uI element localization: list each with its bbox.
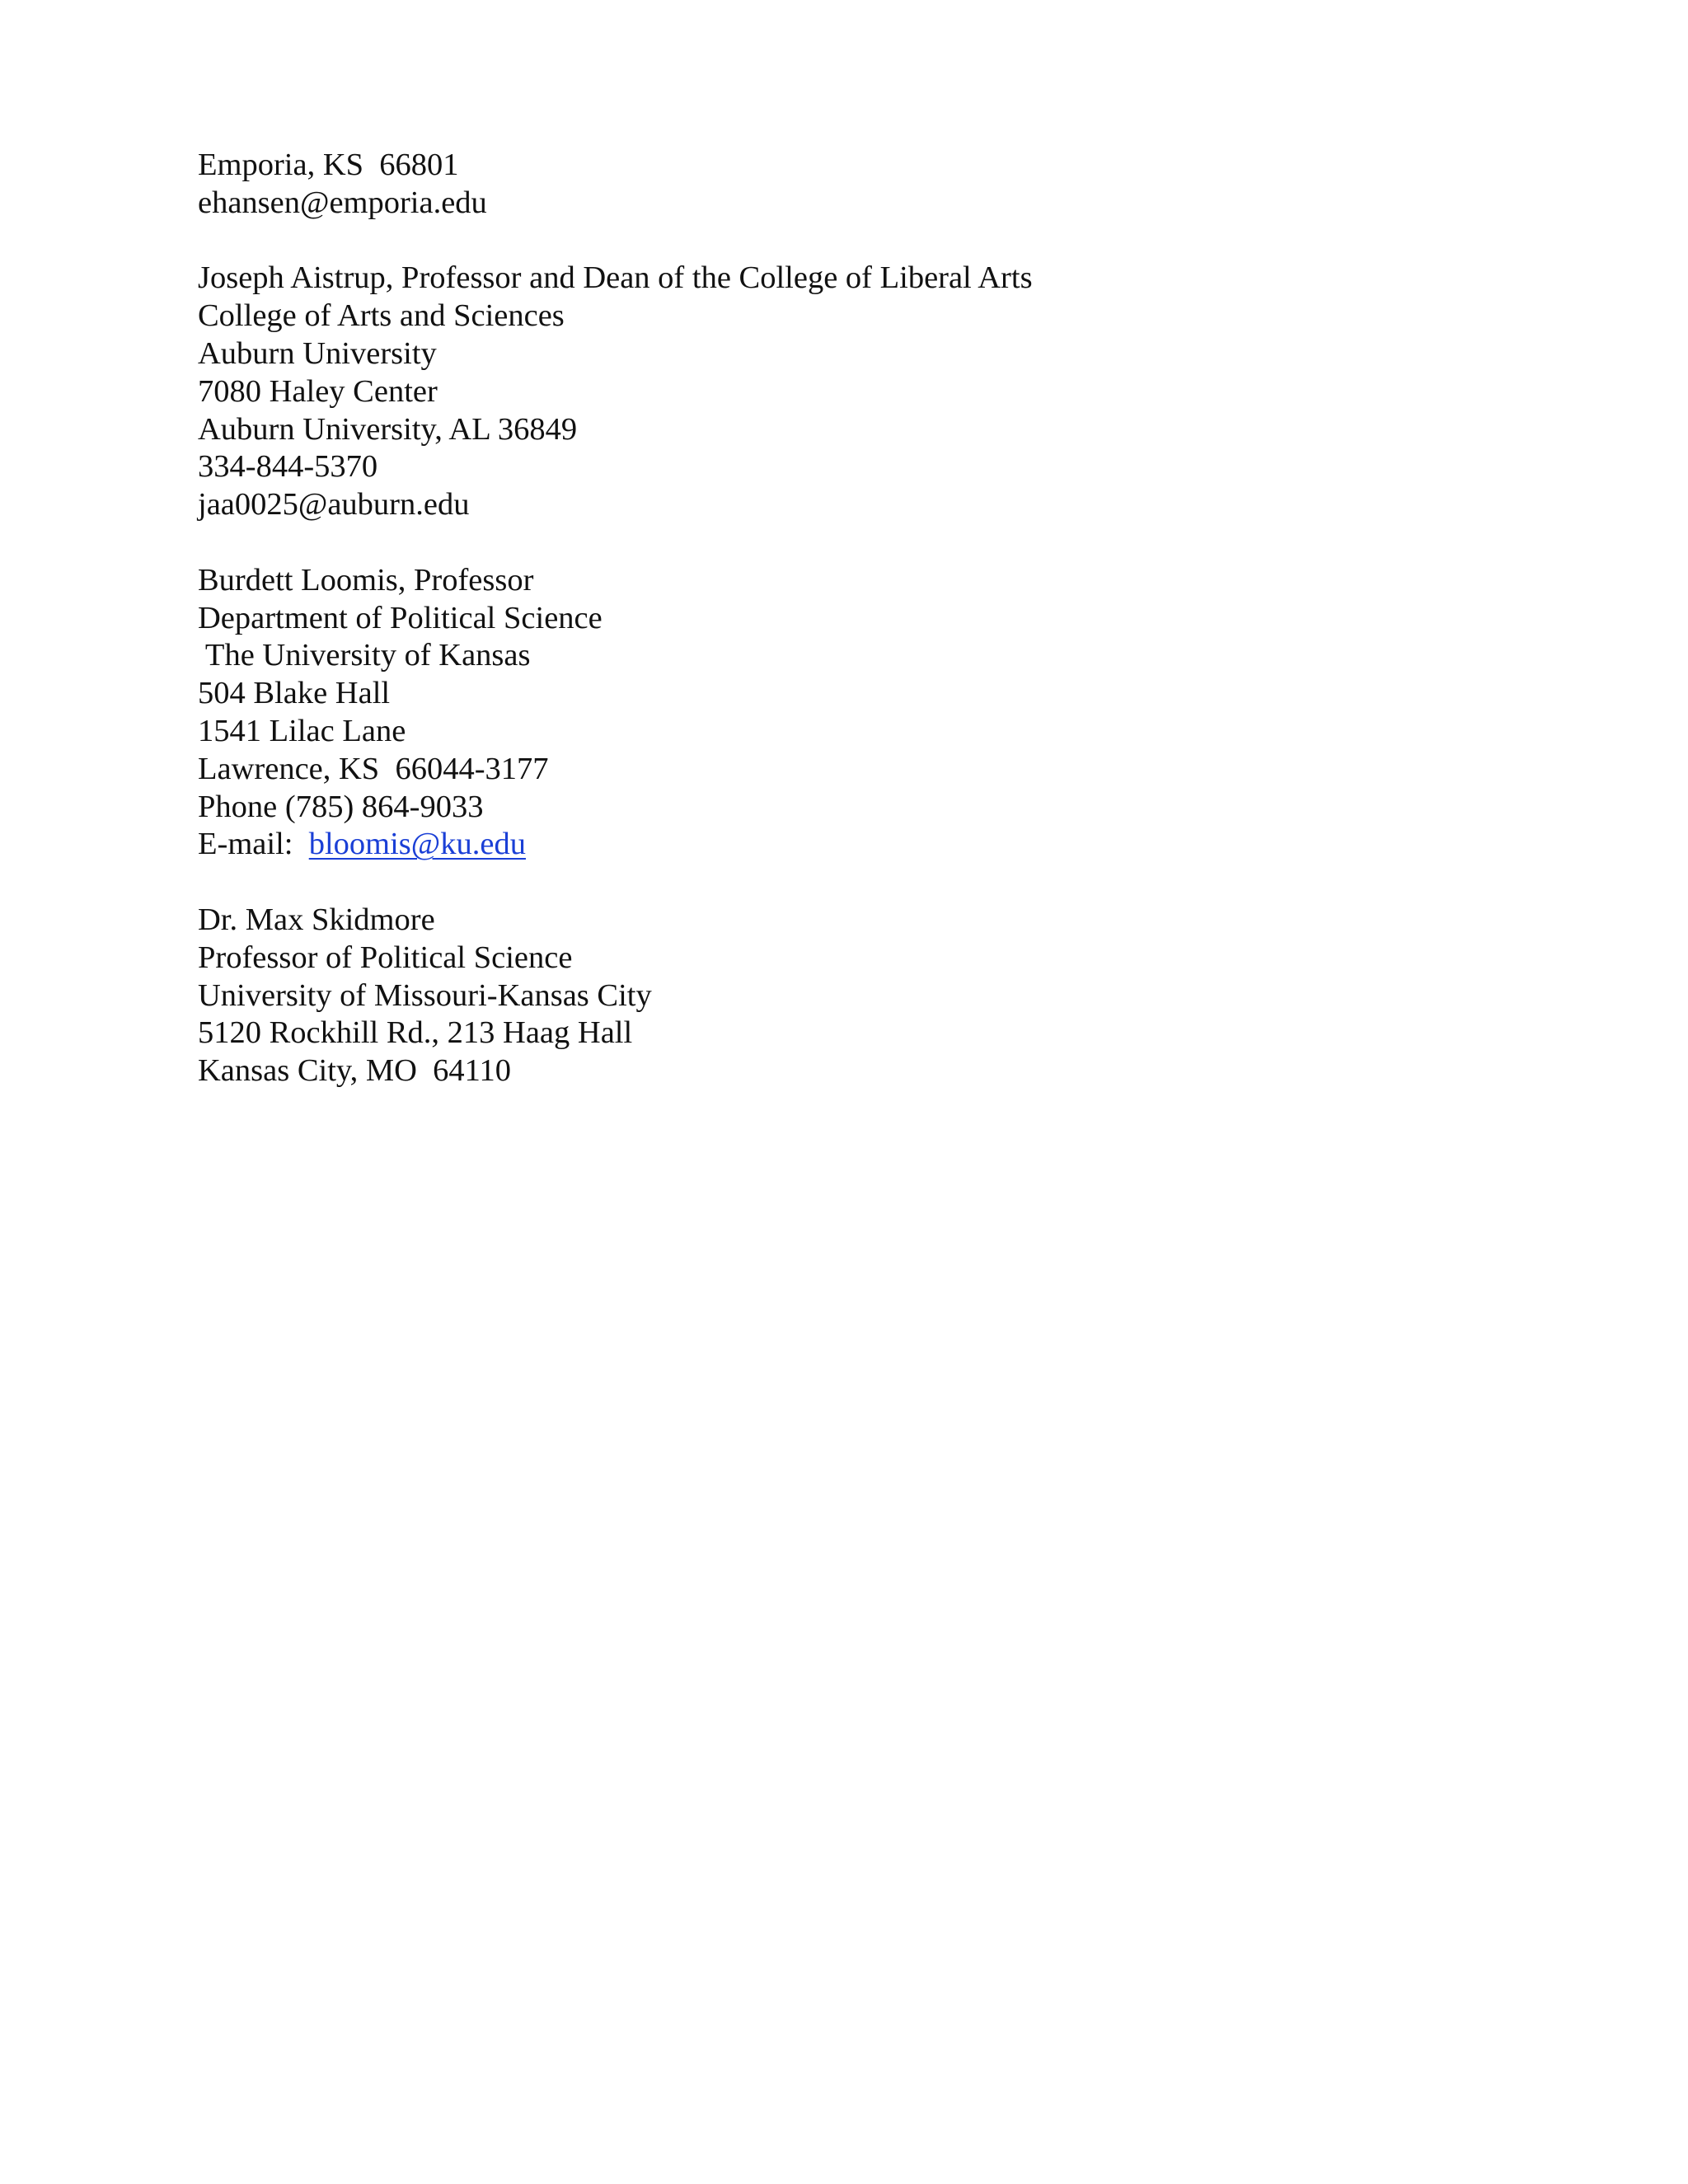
address-line: 7080 Haley Center [198,373,438,409]
address-line: Emporia, KS 66801 [198,148,459,182]
address-line: Lawrence, KS 66044-3177 [198,751,549,786]
address-line: 504 Blake Hall [198,676,391,711]
contact-institution: University of Missouri-Kansas City [198,977,652,1013]
address-line: 1541 Lilac Lane [198,713,406,748]
contact-department: Department of Political Science [198,600,603,635]
contact-name: Dr. Max Skidmore [198,902,435,937]
email-link[interactable]: bloomis@ku.edu [308,827,526,862]
phone-number: Phone (785) 864-9033 [198,789,484,824]
contact-loomis [198,562,1517,864]
contact-name-title: Burdett Loomis, Professor [198,562,534,598]
address-line: 5120 Rockhill Rd., 213 Haag Hall [198,1015,633,1051]
paragraph-gap [198,524,1517,562]
phone-number: 334-844-5370 [198,449,378,485]
paragraph-gap [198,223,1517,260]
paragraph-gap [198,864,1517,902]
email-line [198,826,1517,864]
contact-list [198,147,1517,1090]
contact-name-title: Joseph Aistrup, Professor and Dean of the College of Liberal Arts [198,260,1033,296]
contact-skidmore [198,902,1517,1090]
contact-title: Professor of Political Science [198,940,573,975]
contact-department: College of Arts and Sciences [198,298,565,334]
address-line: Kansas City, MO 64110 [198,1053,511,1089]
email-address: jaa0025@auburn.edu [198,487,470,523]
contact-aistrup [198,260,1517,524]
contact-institution: Auburn University [198,335,437,371]
email-address: ehansen@emporia.edu [198,185,487,220]
contact-institution: The University of Kansas [198,638,531,673]
address-line: Auburn University, AL 36849 [198,411,578,447]
email-label: E-mail: [198,827,309,862]
contact-continuation [198,147,1517,223]
